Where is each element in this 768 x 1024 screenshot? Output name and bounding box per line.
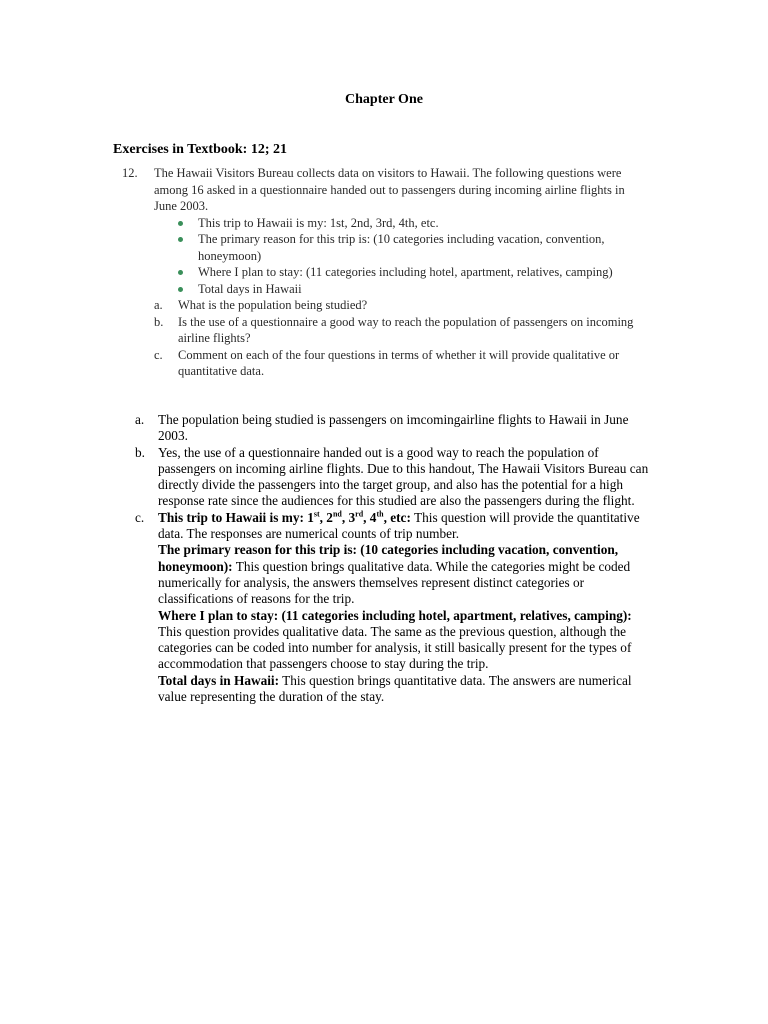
question-bullet [177, 264, 642, 281]
answer-c-q2-text: This question brings qualitative data. While the categories might be coded numerically for analysis, the answers themselves represent distinct categories or classifications of reasons for the trip. [158, 558, 631, 607]
subquestion [154, 347, 642, 380]
answer-c-q2 [158, 542, 655, 607]
subquestion-list [122, 297, 642, 380]
subquestion-letter: c. [154, 347, 163, 362]
answer-c-q3 [158, 608, 655, 673]
label-part: , 2 [319, 509, 333, 525]
answer-c [135, 510, 655, 706]
answer-text: Yes, the use of a questionnaire handed out is a good way to reach the population of passengers on incoming airline flights. Due to this handout, The Hawaii Visitors Bureau can directly divide the passengers into the target group, and also has the potential for a high response rate since the audiences for this studied are also the passengers during the flight. [158, 444, 649, 509]
answer-b [135, 445, 655, 510]
answer-c-q1 [158, 510, 655, 543]
ordinal-suffix: th [376, 509, 384, 519]
bullet-icon [178, 237, 183, 242]
label-part: , 3 [341, 509, 356, 525]
answer-c-q1-label [158, 510, 411, 525]
chapter-title: Chapter One [345, 92, 423, 107]
answer-c-q2-label: The primary reason for this trip is: (10 categories including vacation, convention, honeymoon): [158, 542, 619, 574]
subquestion [154, 314, 642, 347]
bullet-icon [178, 221, 183, 226]
question-bullet [177, 215, 642, 232]
subquestion-text: What is the population being studied? [178, 298, 368, 312]
question-intro: The Hawaii Visitors Bureau collects data on visitors to Hawaii. The following questions were among 16 asked in a questionnaire handed out to passengers during incoming airline flights in June 2003. [154, 166, 625, 213]
answer-c-q3-label: Where I plan to stay: (11 categories including hotel, apartment, relatives, camping): [158, 607, 632, 623]
ordinal-suffix: rd [355, 509, 364, 519]
answer-letter: a. [135, 412, 145, 427]
answer-c-q4-text: This question brings quantitative data. The answers are numerical value representing the duration of the stay. [158, 672, 632, 705]
answer-text: The population being studied is passengers on imcomingairline flights to Hawaii in June 2003. [158, 412, 629, 444]
bullet-icon [178, 270, 183, 275]
question-bullet-list [122, 215, 642, 298]
answer-c-q3-text: This question provides qualitative data. The same as the previous question, although the categories can be coded into number for analysis, it still basically present for the types of accommodation that passengers choose to stay during the trip. [158, 623, 632, 672]
textbook-excerpt [122, 165, 642, 380]
question-bullet [177, 231, 642, 264]
answers-list [135, 412, 655, 705]
subquestion-text: Is the use of a questionnaire a good way to reach the population of passengers on incoming airline flights? [178, 314, 634, 345]
bullet-text: Where I plan to stay: (11 categories including hotel, apartment, relatives, camping) [198, 265, 613, 279]
bullet-icon [178, 287, 183, 292]
exercises-heading: Exercises in Textbook: 12; 21 [113, 142, 287, 157]
bullet-text: Total days in Hawaii [198, 281, 302, 296]
ordinal-suffix: nd [332, 509, 342, 519]
label-part: This trip to Hawaii is my: 1 [158, 509, 314, 525]
question-number: 12. [122, 166, 138, 180]
label-part: , etc: [383, 509, 411, 525]
answer-letter: c. [135, 509, 145, 525]
answer-c-q4-label: Total days in Hawaii: [158, 672, 280, 688]
bullet-text: This trip to Hawaii is my: 1st, 2nd, 3rd, 4th, etc. [198, 215, 439, 230]
label-part: , 4 [363, 509, 377, 525]
subquestion-letter: b. [154, 314, 164, 329]
bullet-text: The primary reason for this trip is: (10 categories including vacation, convention, honeymoon) [198, 232, 605, 263]
question-bullet [177, 281, 642, 298]
answer-c-q1-text: This question will provide the quantitative data. The responses are numerical counts of trip number. [158, 509, 640, 542]
subquestion-text: Comment on each of the four questions in terms of whether it will provide qualitative or quantitative data. [178, 347, 620, 378]
subquestion-letter: a. [154, 298, 163, 312]
answer-letter: b. [135, 444, 145, 460]
answer-a [135, 412, 655, 445]
ordinal-suffix: st [313, 509, 320, 519]
answer-c-q4 [158, 673, 655, 706]
subquestion [154, 297, 642, 314]
